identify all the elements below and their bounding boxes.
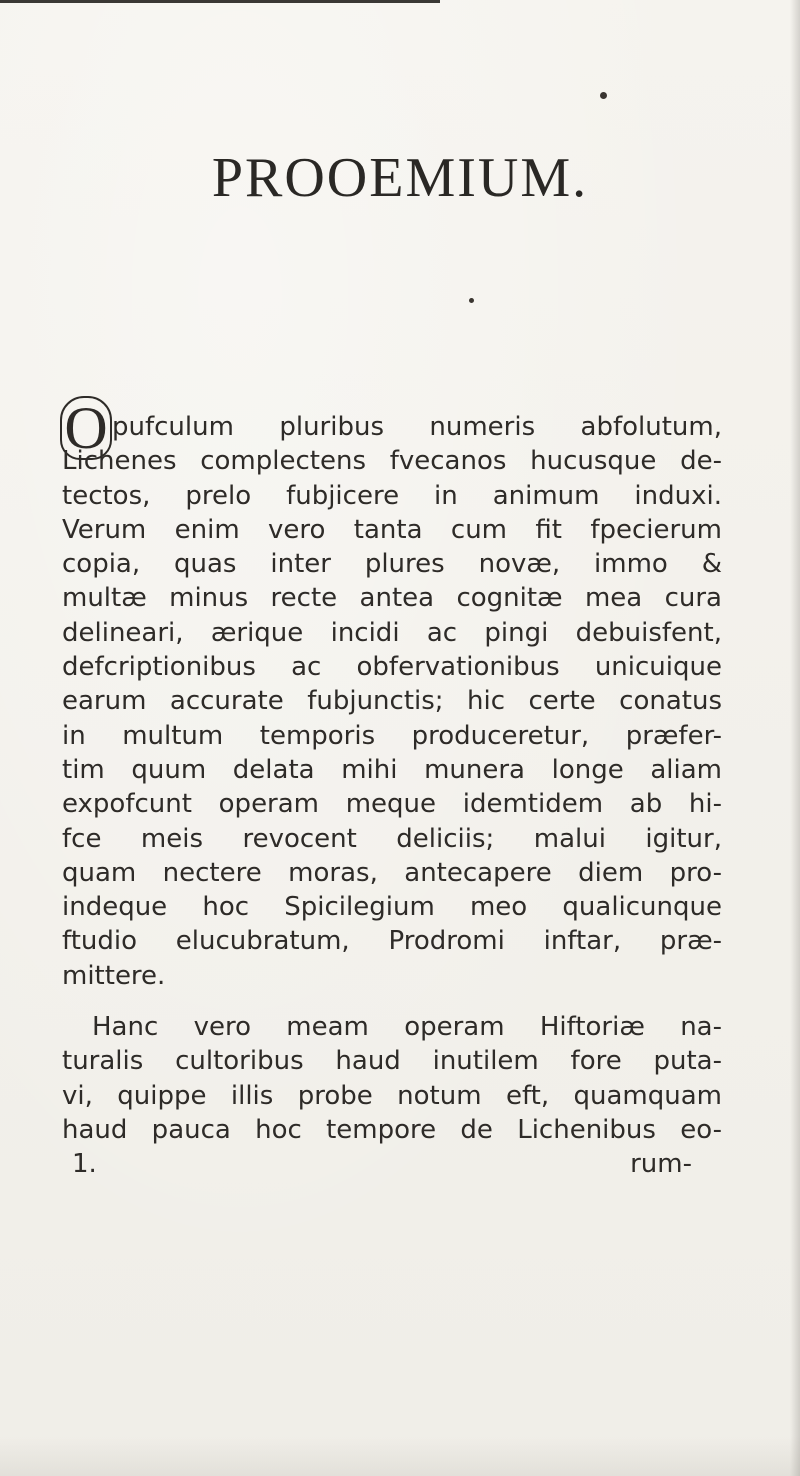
text-line: defcriptionibus ac obfervationibus unicuique xyxy=(62,652,722,683)
text-line: copia, quas inter plures novæ, immo & xyxy=(62,549,722,580)
text-line: haud pauca hoc tempore de Lichenibus eo- xyxy=(62,1114,722,1145)
text-line: ftudio elucubratum, Prodromi inftar, præ- xyxy=(62,926,722,957)
text-line: Lichenes complectens fvecanos hucusque de- xyxy=(62,446,722,477)
paragraph-2 xyxy=(62,1010,722,1147)
top-rule xyxy=(0,0,440,3)
paragraph-1 xyxy=(62,395,722,993)
page-bottom-shade xyxy=(0,1436,800,1476)
text-line: in multum temporis produceretur, præfer- xyxy=(62,720,722,751)
text-line: tim quum delata mihi munera longe aliam xyxy=(62,754,722,785)
text-line: Verum enim vero tanta cum fit fpecierum xyxy=(62,514,722,545)
text-line: fce meis revocent deliciis; malui igitur, xyxy=(62,823,722,854)
text-line: earum accurate fubjunctis; hic certe conatus xyxy=(62,686,722,717)
paragraph-gap xyxy=(62,993,722,1010)
page-edge-shadow xyxy=(790,0,800,1476)
text-line: tectos, prelo fubjicere in animum induxi. xyxy=(62,480,722,511)
text-line: expofcunt operam meque idemtidem ab hi- xyxy=(62,789,722,820)
text-line: mittere. xyxy=(62,960,166,991)
text-line: multæ minus recte antea cognitæ mea cura xyxy=(62,583,722,614)
body-text xyxy=(62,395,722,1182)
catchword: rum- xyxy=(630,1149,692,1180)
ink-speck xyxy=(469,298,474,303)
text-line: vi, quippe illis probe notum eft, quamquam xyxy=(62,1080,722,1111)
ink-speck xyxy=(600,92,607,99)
text-line: delineari, ærique incidi ac pingi debuisfent, xyxy=(62,617,722,648)
text-line: turalis cultoribus haud inutilem fore puta- xyxy=(62,1046,722,1077)
text-line: quam nectere moras, antecapere diem pro- xyxy=(62,857,722,888)
text-line: Hanc vero meam operam Hiftoriæ na- xyxy=(92,1012,722,1043)
drop-cap: O xyxy=(64,395,108,461)
text-line: pufculum pluribus numeris abfolutum, xyxy=(112,412,722,442)
page-title: PROOEMIUM. xyxy=(211,147,589,209)
signature-mark: 1. xyxy=(72,1149,97,1180)
page-footer xyxy=(62,1147,722,1181)
text-line: indeque hoc Spicilegium meo qualicunque xyxy=(62,892,722,923)
